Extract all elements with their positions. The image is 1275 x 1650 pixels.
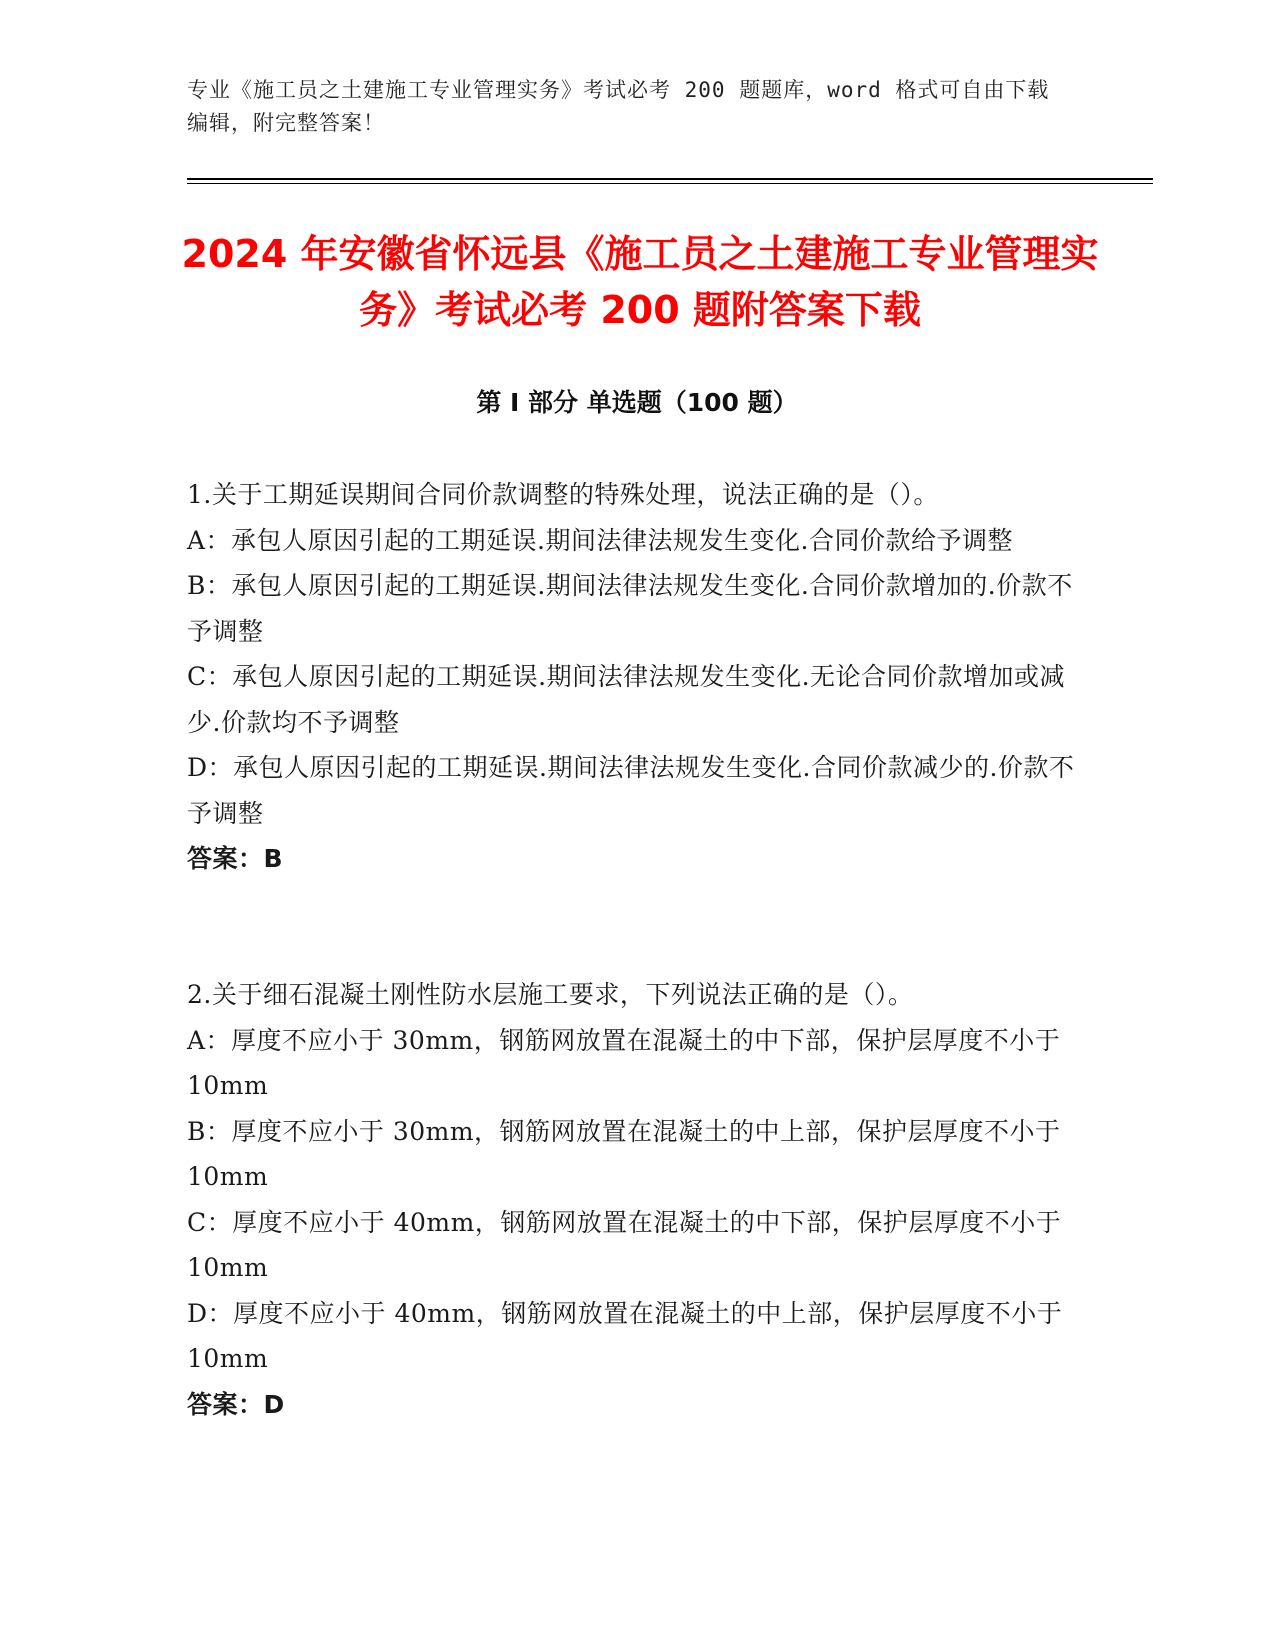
header-note: 专业《施工员之土建施工专业管理实务》考试必考 200 题题库，word 格式可自由下载编辑，附完整答案！ bbox=[187, 78, 1050, 135]
document-title: 2024 年安徽省怀远县《施工员之土建施工专业管理实务》考试必考 200 题附答案下载 bbox=[181, 232, 1099, 332]
question-1 bbox=[187, 472, 1077, 882]
header-divider bbox=[187, 178, 1153, 180]
option-c: C：厚度不应小于 40mm，钢筋网放置在混凝土的中下部，保护层厚度不小于 10mm bbox=[187, 1207, 1062, 1282]
section-heading: 第 I 部分 单选题（100 题） bbox=[476, 388, 798, 417]
option-a: A：厚度不应小于 30mm，钢筋网放置在混凝土的中下部，保护层厚度不小于 10mm bbox=[187, 1025, 1061, 1100]
question-stem: 1.关于工期延误期间合同价款调整的特殊处理，说法正确的是（）。 bbox=[187, 480, 939, 509]
question-2 bbox=[187, 972, 1077, 1427]
option-d: D：承包人原因引起的工期延误.期间法律法规发生变化.合同价款减少的.价款不予调整 bbox=[187, 753, 1075, 828]
header-divider-thin bbox=[187, 183, 1153, 184]
option-c: C：承包人原因引起的工期延误.期间法律法规发生变化.无论合同价款增加或减少.价款均不予调整 bbox=[187, 662, 1066, 737]
answer-line: 答案：D bbox=[187, 1389, 285, 1419]
option-a: A：承包人原因引起的工期延误.期间法律法规发生变化.合同价款给予调整 bbox=[187, 525, 1013, 555]
option-b: B：厚度不应小于 30mm，钢筋网放置在混凝土的中上部，保护层厚度不小于 10mm bbox=[187, 1116, 1061, 1191]
option-d: D：厚度不应小于 40mm，钢筋网放置在混凝土的中上部，保护层厚度不小于 10mm bbox=[187, 1298, 1063, 1373]
option-b: B：承包人原因引起的工期延误.期间法律法规发生变化.合同价款增加的.价款不予调整 bbox=[187, 571, 1073, 646]
answer-line: 答案：B bbox=[187, 844, 284, 873]
question-stem: 2.关于细石混凝土刚性防水层施工要求，下列说法正确的是（）。 bbox=[187, 980, 914, 1009]
